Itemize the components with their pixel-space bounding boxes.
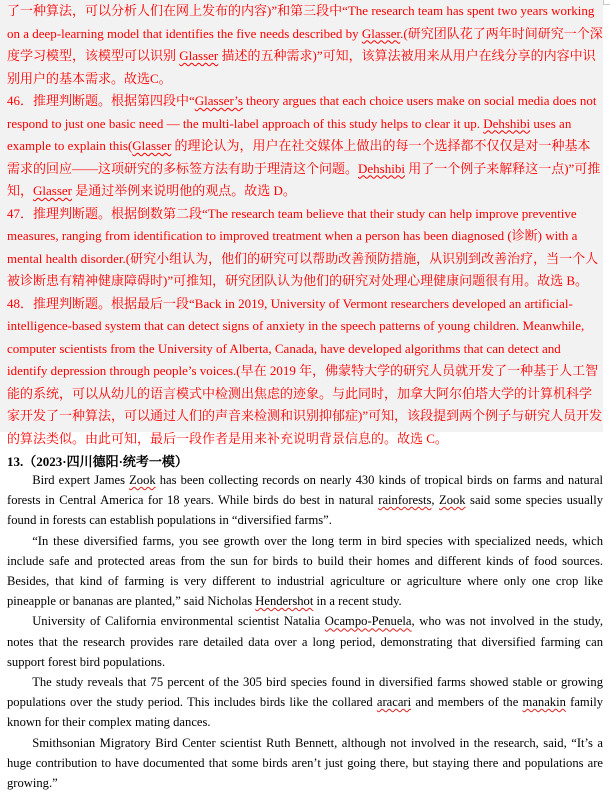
text: University of California environmental scientist Natalia	[32, 614, 325, 629]
text: in a recent study.	[313, 594, 402, 609]
answer-48: 48．推理判断题。根据最后一段“Back in 2019, University of Vermont researchers developed an artificial-intelligence-based system that can detect signs of anxiety in the speech patterns of young children. Meanwhile, computer scientists from the University of Alberta, Canada, have developed algorithms that can detect and identify depression through people’s voices.(早在 2019 年，佛蒙特大学的研究人员就开发了一种基于人工智能的系统，可以从幼儿的语言模式中检测出焦虑的迹象。与此同时，加拿大阿尔伯塔大学的计算机科学家开发了一种算法，可以通过人们的声音来检测和识别抑郁症)”可知，该段提到两个例子与研究人员开发的算法类似。由此可知，最后一段作者是用来补充说明背景信息的。故选 C。	[7, 295, 603, 446]
spellcheck-word: Glasser	[361, 25, 401, 41]
spellcheck-word: Glasser’s	[194, 93, 243, 108]
text: 是通过举例来说明他的观点。故选 D。	[72, 183, 296, 198]
text: 用了一个例子来解释这一点)”可推知，	[7, 160, 601, 198]
text: 描述的五种需求)”可知，该算法被用来从用户在线分享的内容中识别用户的基本需求。故选C。	[7, 48, 596, 86]
text: has been collecting records on nearly 430 kinds of tropical birds on farms and natural forests in Central America for 18 years. While birds do best in natural	[7, 473, 603, 508]
spellcheck-word: rainforests	[378, 493, 432, 508]
text: Smithsonian Migratory Bird Center scientist Ruth Bennett, although not involved in the research, said, “It’s a huge contribution to have documented that some birds aren’t just going there, but staying there and populations are growing.”	[7, 735, 603, 791]
question-heading: 13.（2023·四川德阳·统考一模）	[7, 454, 188, 469]
text: said some species usually found in forests can establish populations in “diversified farms”.	[7, 493, 603, 528]
spellcheck-word: Dehshibi	[483, 115, 531, 131]
passage-paragraph-4	[7, 672, 603, 733]
spellcheck-word: Ocampo-Penuela	[324, 614, 412, 629]
spellcheck-word: Glasser	[179, 48, 219, 63]
answer-continuation	[7, 0, 603, 90]
spellcheck-word: Glasser	[33, 183, 73, 198]
text: Bird expert James	[32, 473, 130, 487]
spellcheck-word: aracari	[376, 695, 412, 710]
text: .(研究团队花了两年时间研究一个深度学习模型，该模型可以识别	[7, 25, 603, 63]
text: 46．推理判断题。根据第四段中“	[7, 93, 195, 108]
passage-paragraph-1	[7, 470, 603, 531]
text: family known for their complex mating dances.	[7, 695, 604, 730]
answer-47: 47．推理判断题。根据倒数第二段“The research team believe that their study can help improve preventive measures, ranging from identification to improved treatment when a person has been diagnosed (诊断) with a mental health disorder.(研究小组认为，他们的研究可以帮助改善预防措施，从识别到改善治疗，当一个人被诊断患有精神健康障碍时)”可推知，研究团队认为他们的研究对处理心理健康问题很有用。故选 B。	[7, 205, 599, 288]
spellcheck-word: Zook	[439, 493, 466, 508]
text: 的理论认为，用户在社交媒体上做出的每一个选择都不仅仅是对一种基本需求的回应——这项研究的多标签方法有助于理清这个问题。	[7, 138, 591, 176]
spellcheck-word: Dehshibi	[358, 160, 405, 176]
text: 了一种算法，可以分析人们在网上发布的内容)”和第三段中“The research team has spent two years working on a deep-learning model that identifies the five needs described by	[7, 3, 595, 41]
spellcheck-word: Zook	[129, 473, 156, 487]
answer-46	[7, 90, 603, 203]
passage-paragraph-2	[7, 531, 603, 612]
reading-passage	[7, 470, 603, 793]
text: uses an example to explain this(	[7, 115, 572, 153]
spellcheck-word: Glasser	[132, 138, 172, 153]
text: ,	[431, 493, 439, 508]
spellcheck-word: manakin	[522, 695, 566, 710]
text: and members of the	[411, 695, 523, 710]
text: “In these diversified farms, you see growth over the long term in bird species with specialized needs, which include safe and protected areas from the sun for birds to build their homes and different kinds of food sources. Besides, that kind of farming is very different to industrial agriculture or agriculture where only one crop like pineapple or bananas are planted,” said Nicholas	[7, 533, 603, 609]
spellcheck-word: Hendershot	[255, 594, 314, 609]
text: theory argues that each choice users make on social media does not respond to just one basic need — the multi-label approach of this study helps to clear it up.	[7, 93, 597, 131]
page-corner-mark	[603, 0, 610, 5]
text: , who was not involved in the study, notes that the research provides rare detailed data over a long period, demonstrating that diversified farming can support forest bird populations.	[7, 614, 603, 669]
passage-paragraph-3	[7, 611, 603, 672]
passage-paragraph-5	[7, 733, 603, 793]
text: The study reveals that 75 percent of the 305 bird species found in diversified farms showed stable or growing populations over the study period. This includes birds like the collared	[7, 675, 603, 710]
